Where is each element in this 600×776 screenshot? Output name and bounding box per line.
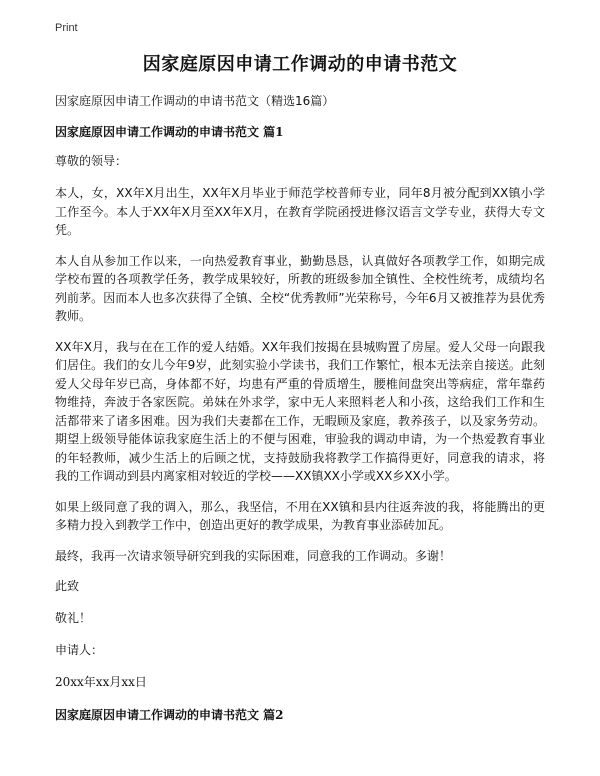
document-title: 因家庭原因申请工作调动的申请书范文 xyxy=(142,54,458,75)
print-label[interactable]: Print xyxy=(55,22,78,34)
section-heading-1: 因家庭原因申请工作调动的申请书范文 篇1 xyxy=(55,125,284,139)
paragraph: 最终，我再一次请求领导研究到我的实际困难，同意我的工作调动。多谢！ xyxy=(55,548,452,563)
applicant-label: 申请人： xyxy=(55,643,104,657)
paragraph: 本人，女，XX年X月出生，XX年X月毕业于师范学校普师专业，同年8月被分配到XX镇小学工作至今。本人于XX年X月至XX年X月，在教育学院函授进修汉语言文学专业，获得大专文凭。 xyxy=(55,186,545,237)
paragraph: 如果上级同意了我的调入，那么，我坚信，不用在XX镇和县内往返奔波的我，将能腾出的更多精力投入到教学工作中，创造出更好的教学成果，为教育事业添砖加瓦。 xyxy=(55,499,545,532)
section-heading-2: 因家庭原因申请工作调动的申请书范文 篇2 xyxy=(55,708,284,722)
paragraph: XX年X月，我与在在工作的爱人结婚。XX年我们按揭在县城购置了房屋。爱人父母一向跟我们居住。我们的女儿今年9岁，此刻实验小学读书，我们工作繁忙，根本无法亲自接送。此刻爱人父母年岁已高，身体都不好，均患有严重的骨质增生，腰椎间盘突出等病症，常年靠药物维持，奔波于各家医院。弟妹在外求学，家中无人来照料老人和小孩，这给我们工作和生活都带来了诸多困难。因为我们夫妻都在工作，无暇顾及家庭，教养孩子，以及家务劳动。期望上级领导能体谅我家庭生活上的不便与困难，审验我的调动申请，为一个热爱教育事业的年轻教师，减少生活上的后顾之忧，支持鼓励我将教学工作搞得更好，同意我的请求，将我的工作调动到县内离家相对较近的学校——XX镇XX小学或XX乡XX小学。 xyxy=(55,339,545,483)
date-line: 20xx年xx月xx日 xyxy=(55,675,147,689)
paragraph: 本人自从参加工作以来，一向热爱教育事业，勤勤恳恳，认真做好各项教学工作，如期完成学校布置的各项教学任务，教学成果较好，所教的班级参加全镇性、全校性统考，成绩均名列前茅。因而本人也多次获得了全镇、全校“优秀教师”光荣称号，今年6月又被推荐为县优秀教师。 xyxy=(55,253,545,323)
greeting: 尊敬的领导： xyxy=(55,154,128,168)
document-body xyxy=(55,50,545,735)
closing-line-1: 此致 xyxy=(55,579,80,593)
closing-line-2: 敬礼！ xyxy=(55,611,92,625)
document-subtitle: 因家庭原因申请工作调动的申请书范文（精选16篇） xyxy=(55,94,335,108)
